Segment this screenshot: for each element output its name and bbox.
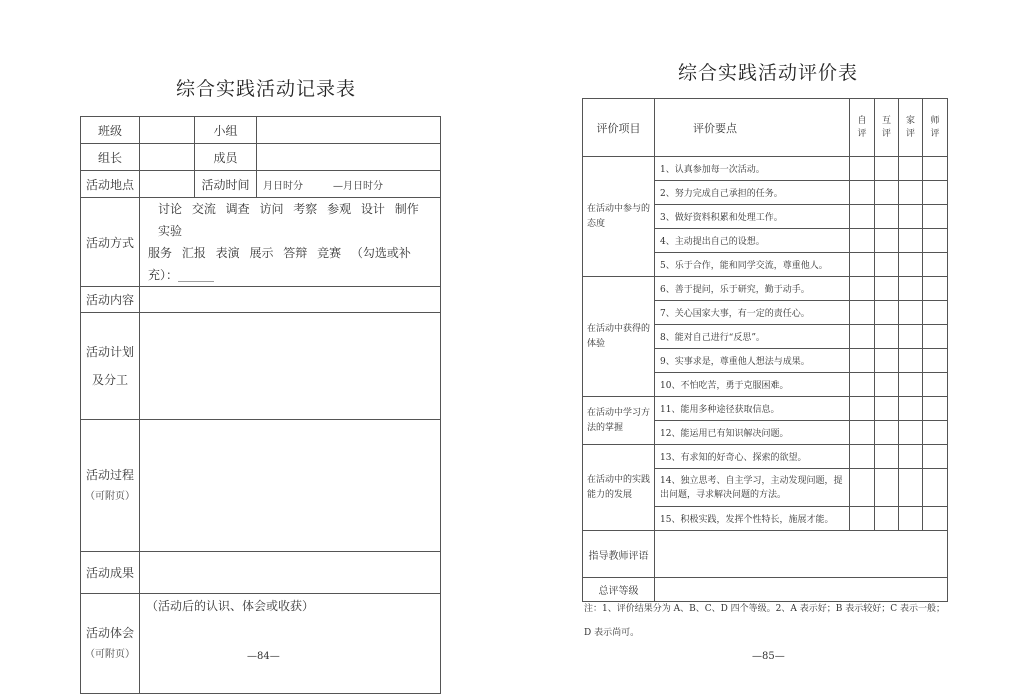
score-cell[interactable] [899,373,923,397]
eval-item: 3、做好资料积累和处理工作。 [655,205,850,229]
header-teacher [923,99,948,157]
score-cell[interactable] [875,507,899,531]
score-cell[interactable] [899,469,923,507]
group-label: 小组 [195,117,257,144]
eval-item: 9、实事求是，尊重他人想法与成果。 [655,349,850,373]
class-field[interactable] [140,117,195,144]
score-cell[interactable] [899,349,923,373]
score-cell[interactable] [875,469,899,507]
score-cell[interactable] [875,325,899,349]
score-cell[interactable] [850,421,875,445]
score-cell[interactable] [923,301,948,325]
eval-item: 15、积极实践，发挥个性特长，施展才能。 [655,507,850,531]
score-cell[interactable] [923,229,948,253]
score-cell[interactable] [850,181,875,205]
members-label: 成员 [195,144,257,171]
score-cell[interactable] [850,229,875,253]
score-cell[interactable] [850,507,875,531]
note-line-1: 注：1、评价结果分为 A、B、C、D 四个等级。2、A 表示好；B 表示较好；C 表示一般； [584,604,945,614]
place-field[interactable] [140,171,195,198]
category-experience: 在活动中获得的体验 [583,277,655,397]
eval-item: 12、能运用已有知识解决问题。 [655,421,850,445]
left-page-number: —84— [247,651,280,662]
leader-field[interactable] [140,144,195,171]
overall-grade-label: 总评等级 [583,578,655,602]
category-method: 在活动中学习方法的掌握 [583,397,655,445]
score-cell[interactable] [875,373,899,397]
score-cell[interactable] [875,181,899,205]
eval-item: 8、能对自己进行“反思”。 [655,325,850,349]
score-cell[interactable] [899,421,923,445]
header-self [850,99,875,157]
teacher-comment-label: 指导教师评语 [583,531,655,578]
plan-label-line-1: 活动计划 [85,345,134,359]
header-peer-1: 互 [881,115,891,126]
score-cell[interactable] [899,277,923,301]
score-cell[interactable] [875,397,899,421]
score-cell[interactable] [875,205,899,229]
score-cell[interactable] [899,157,923,181]
score-cell[interactable] [875,301,899,325]
score-cell[interactable] [899,301,923,325]
score-cell[interactable] [875,157,899,181]
eval-item: 14、独立思考、自主学习，主动发现问题，提出问题，寻求解决问题的方法。 [655,469,850,507]
method-label: 活动方式 [81,198,140,287]
score-cell[interactable] [923,157,948,181]
score-cell[interactable] [850,157,875,181]
eval-item: 13、有求知的好奇心、探索的欲望。 [655,445,850,469]
score-cell[interactable] [899,229,923,253]
score-cell[interactable] [899,397,923,421]
score-cell[interactable] [875,277,899,301]
score-cell[interactable] [875,229,899,253]
header-peer-2: 评 [881,128,891,139]
evaluation-table-title: 综合实践活动评价表 [678,62,859,84]
process-label-main: 活动过程 [85,467,134,482]
reflection-label [81,594,140,694]
score-cell[interactable] [850,373,875,397]
time-label: 活动时间 [195,171,257,198]
eval-item: 5、乐于合作，能和同学交流，尊重他人。 [655,253,850,277]
header-category: 评价项目 [583,99,655,157]
teacher-comment-field[interactable] [655,531,948,578]
eval-item: 10、不怕吃苦，勇于克服困难。 [655,373,850,397]
score-cell[interactable] [850,325,875,349]
category-practice: 在活动中的实践能力的发展 [583,445,655,531]
score-cell[interactable] [923,421,948,445]
score-cell[interactable] [875,445,899,469]
score-cell[interactable] [923,181,948,205]
members-field[interactable] [257,144,441,171]
content-label: 活动内容 [81,287,140,313]
score-cell[interactable] [850,445,875,469]
score-cell[interactable] [850,205,875,229]
score-cell[interactable] [899,325,923,349]
reflection-label-main: 活动体会 [85,625,134,640]
category-attitude: 在活动中参与的态度 [583,157,655,277]
activity-record-table [80,116,441,694]
content-field[interactable] [140,287,441,313]
activity-evaluation-table [582,98,948,602]
header-self-1: 自 [857,115,867,126]
score-cell[interactable] [899,507,923,531]
reflection-field[interactable]: （活动后的认识、体会或收获） [140,594,441,694]
score-cell[interactable] [899,205,923,229]
score-cell[interactable] [899,253,923,277]
group-field[interactable] [257,117,441,144]
result-label: 活动成果 [81,552,140,594]
result-field[interactable] [140,552,441,594]
score-cell[interactable] [899,445,923,469]
method-line-1: 讨论 交流 调查 访问 考察 参观 设计 制作 实验 [158,202,419,238]
score-cell[interactable] [899,181,923,205]
process-label-sub: （可附页） [85,490,135,502]
score-cell[interactable] [923,507,948,531]
score-cell[interactable] [923,277,948,301]
score-cell[interactable] [850,277,875,301]
score-cell[interactable] [875,349,899,373]
score-cell[interactable] [923,325,948,349]
score-cell[interactable] [923,397,948,421]
record-table-title: 综合实践活动记录表 [176,78,357,100]
method-options[interactable] [140,198,441,287]
plan-field[interactable] [140,313,441,420]
process-field[interactable] [140,420,441,552]
score-cell[interactable] [850,301,875,325]
class-label: 班级 [81,117,140,144]
eval-item: 1、认真参加每一次活动。 [655,157,850,181]
score-cell[interactable] [875,421,899,445]
eval-item: 2、努力完成自己承担的任务。 [655,181,850,205]
leader-label: 组长 [81,144,140,171]
score-cell[interactable] [850,253,875,277]
score-cell[interactable] [923,205,948,229]
score-cell[interactable] [923,349,948,373]
header-teacher-1: 师 [930,115,940,126]
right-page-number: —85— [752,651,785,662]
header-home [899,99,923,157]
header-points: 评价要点 [655,99,850,157]
eval-item: 4、主动提出自己的设想。 [655,229,850,253]
eval-item: 7、关心国家大事，有一定的责任心。 [655,301,850,325]
process-label [81,420,140,552]
note-line-2: D 表示尚可。 [584,628,640,638]
header-self-2: 评 [857,128,867,139]
score-cell[interactable] [923,469,948,507]
header-home-1: 家 [905,115,915,126]
score-cell[interactable] [850,469,875,507]
eval-item: 6、善于提问，乐于研究，勤于动手。 [655,277,850,301]
score-cell[interactable] [923,253,948,277]
score-cell[interactable] [923,445,948,469]
plan-label-line-2: 及分工 [91,373,128,387]
header-home-2: 评 [905,128,915,139]
evaluation-notes [584,597,1014,645]
score-cell[interactable] [850,397,875,421]
plan-label [81,313,140,420]
reflection-label-sub: （可附页） [85,648,135,660]
eval-item: 11、能用多种途径获取信息。 [655,397,850,421]
time-field[interactable]: 月日时分 —月日时分 [257,171,441,198]
method-line-2: 服务 汇报 表演 展示 答辩 竞赛 （勾选或补充）：______ [148,246,411,282]
score-cell[interactable] [875,253,899,277]
right-page [512,0,1024,699]
score-cell[interactable] [923,373,948,397]
place-label: 活动地点 [81,171,140,198]
header-peer [875,99,899,157]
header-teacher-2: 评 [930,128,940,139]
score-cell[interactable] [850,349,875,373]
